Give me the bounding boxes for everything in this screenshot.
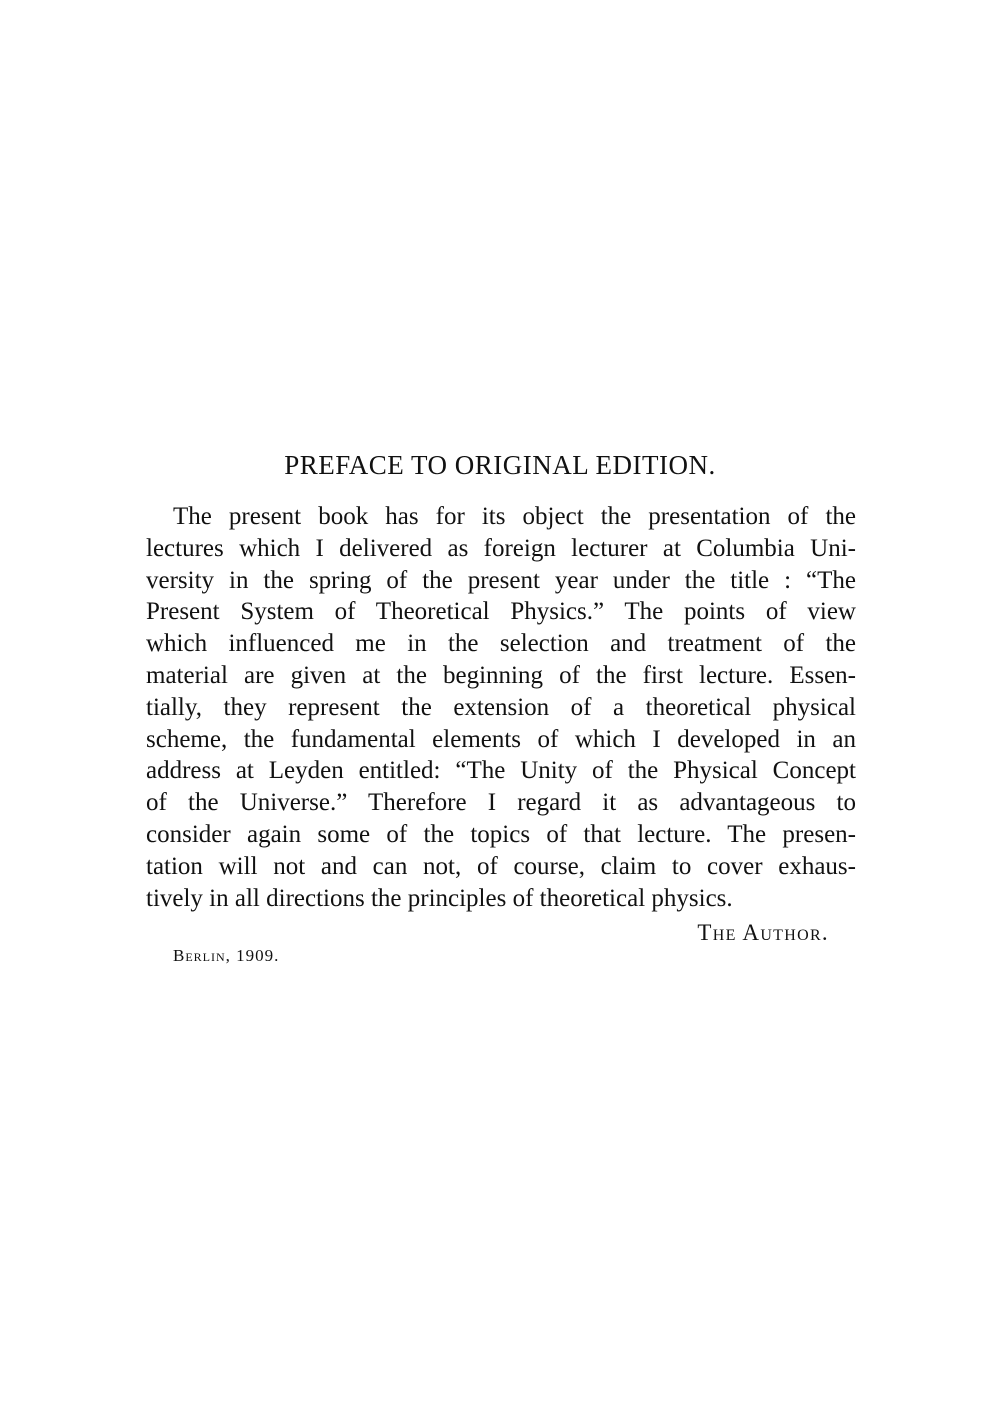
preface-body [146, 501, 856, 914]
preface-line: The present book has for its object the presentation of the [173, 503, 856, 530]
preface-line: consider again some of the topics of that lecture. The presen- [146, 820, 856, 848]
preface-line: address at Leyden entitled: “The Unity of the Physical Concept [146, 757, 856, 785]
preface-line: scheme, the fundamental elements of which I developed in an [146, 725, 856, 753]
preface-line: tation will not and can not, of course, claim to cover exhaus- [146, 852, 856, 880]
preface-heading: PREFACE TO ORIGINAL EDITION. [284, 450, 716, 480]
preface-line: tively in all directions the principles of theoretical physics. [146, 884, 733, 912]
author-signature: The Author. [697, 920, 829, 945]
preface-line: which influenced me in the selection and treatment of the [146, 630, 856, 658]
preface-line: Present System of Theoretical Physics.” The points of view [146, 598, 856, 626]
preface-line: of the Universe.” Therefore I regard it as advantageous to [146, 789, 856, 817]
preface-line: versity in the spring of the present year under the title : “The [146, 566, 856, 594]
preface-line: material are given at the beginning of the first lecture. Essen- [146, 661, 856, 689]
preface-line: tially, they represent the extension of a theoretical physical [146, 693, 856, 721]
place-and-date: Berlin, 1909. [173, 946, 280, 965]
preface-line: lectures which I delivered as foreign lecturer at Columbia Uni- [146, 534, 856, 562]
